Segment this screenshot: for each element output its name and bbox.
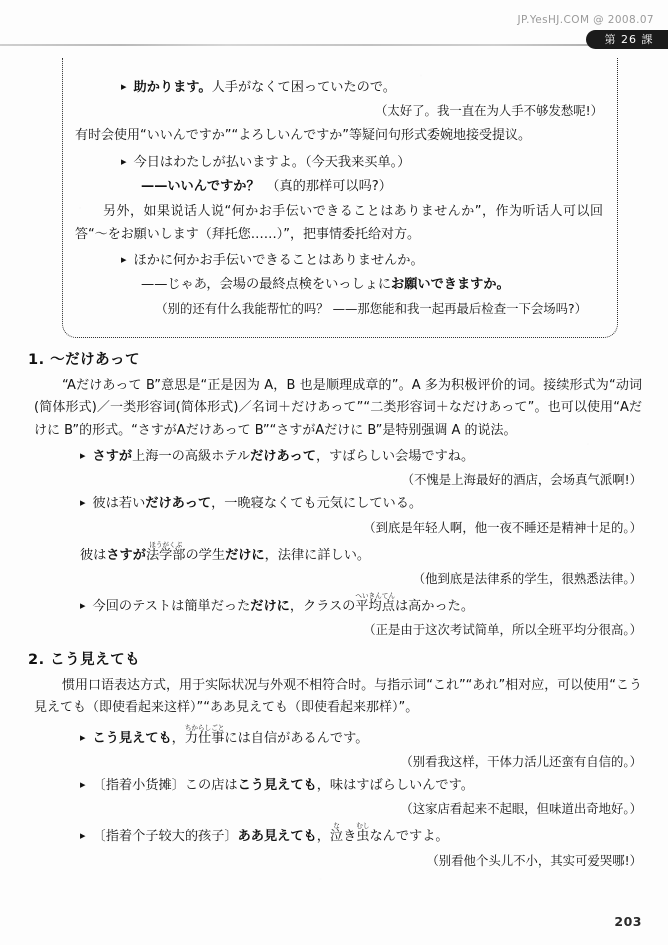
example-line [34,775,642,796]
bullet-triangle-icon [80,599,93,614]
translation-line: （别看我这样，干体力活儿还蛮有自信的。） [400,754,642,770]
example-text: ，すばらしい会場ですね。 [315,449,475,465]
example-text: ，クラスの [289,598,356,614]
example-dialogue-box [62,58,618,338]
example-text: 彼は [80,547,107,563]
response-bold: ——いいんですか？ [141,178,260,194]
translation-line: （正是由于这次考试简单，所以全班平均分很高。） [363,622,642,638]
bullet-triangle-icon [121,155,134,170]
example-bold: こう見えても [92,730,172,746]
translation-line: （这家店看起来不起眼，但味道出奇地好。） [400,801,642,817]
ruby-annotation: 泣な [329,822,344,845]
translation-line: （太好了。我一直在为人手不够发愁呢!） [375,103,603,119]
section-body [28,375,642,640]
section-title: ～だけあって [50,352,141,368]
section-body [28,675,642,870]
example-line [75,77,603,98]
example-bold: だけに [225,547,265,563]
example-response-line [75,274,603,295]
example-response-line [75,176,603,197]
section-heading [28,348,642,369]
bullet-triangle-icon [80,731,93,746]
example-context: 〔指着个子较大的孩子〕 [92,829,238,845]
example-line-rest: 人手がなくて困っていたので。 [211,80,396,95]
ruby-annotation: 平均点へいきんてん [355,591,395,614]
example-text: ，一晩寝なくても元気にしている。 [211,496,423,512]
translation-line: （到底是年轻人啊，他一夜不睡还是精神十足的。） [363,519,642,535]
example-text: ，味はすばらしいんです。 [316,777,474,793]
example-text: 上海一の高級ホテル [132,449,251,465]
section-heading [28,648,642,669]
example-line [75,250,603,271]
section-number: 2. [28,652,45,668]
example-context: 〔指着小货摊〕 [92,777,185,793]
explanation-paragraph: 另外，如果说话人说“何かお手伝いできることはありませんか”，作为听话人可以回答“～をお願いします（拜托您……）”，把事情委托给对方。 [75,204,603,242]
example-line [34,541,642,566]
example-text: き [343,829,357,845]
ruby-annotation: 力仕事ちからしごと [184,723,225,746]
example-line-text: ほかに何かお手伝いできることはありませんか。 [133,253,424,269]
example-text: は高かった。 [394,598,475,614]
bullet-triangle-icon [121,80,134,95]
response-translation: （真的那样可以吗?） [259,178,392,194]
example-bold: さすが [92,449,133,465]
site-watermark: JP.YesHJ.COM @ 2008.07 [517,14,654,26]
section-explanation: 惯用口语表达方式，用于实际状况与外观不相符合时。与指示词“これ”“あれ”相对应，可以使用“こう見えても（即使看起来这样）”“ああ見えても（即使看起来那样）”。 [34,678,642,716]
section-explanation: “Aだけあって B”意思是“正是因为 A，B 也是顺理成章的”。A 多为积极评价的词。接续形式为“动词(简体形式)／一类形容词(简体形式)／名词＋だけあって”“二类形容词＋なだけあって”。也可以使用“Aだけに B”的形式。“さすがAだけあって B”“さすがAだけに B”是特别强调 A 的说法。 [34,378,642,438]
bullet-triangle-icon [80,778,93,793]
example-text: ，法律に詳しい。 [264,547,371,563]
example-bold: さすが [106,547,146,563]
example-line [34,446,642,467]
section-title: こう見えても [50,652,141,668]
example-text: の学生 [185,547,226,563]
example-text: ， [316,829,330,845]
response-bold: お願いできますか。 [391,277,510,293]
example-text: 今回のテストは簡単だった [92,598,251,614]
example-line [75,152,603,173]
grammar-section-2 [28,648,642,872]
bullet-triangle-icon [80,449,93,464]
example-bold: ああ見えても [237,829,317,845]
translation-line: （他到底是法律系的学生，很熟悉法律。） [412,570,642,586]
translation-line: （别看他个头儿不小，其实可爱哭哪!） [426,852,642,868]
example-line [34,724,642,749]
example-text: なんですよ。 [369,829,449,845]
bullet-triangle-icon [121,253,134,268]
example-line-text: 今日はわたしが払いますよ。（今天我来买单。） [133,154,411,170]
bullet-triangle-icon [80,496,93,511]
example-bold: だけあって [145,496,212,512]
translation-line: （不愧是上海最好的酒店，会场真气派啊!） [401,472,642,488]
page-number: 203 [614,914,642,929]
example-line [34,493,642,514]
header-rule [0,44,668,46]
example-bold: だけあって [250,449,316,465]
example-bold: だけに [250,598,290,614]
explanation-paragraph: 有时会使用“いいんですか”“よろしいんですか”等疑问句形式委婉地接受提议。 [75,128,531,144]
example-bold: こう見えても [237,777,317,793]
bullet-triangle-icon [80,829,93,844]
chapter-tab: 第 26 課 [586,30,668,49]
translation-line: （别的还有什么我能帮忙的吗？ ——那您能和我一起再最后检查一下会场吗?） [155,300,587,316]
response-text: ——じゃあ，会場の最終点検をいっしょに [141,277,392,293]
example-text: 彼は若い [92,496,146,512]
example-text: ， [171,730,185,746]
example-text: この店は [184,777,238,793]
grammar-section-1 [28,348,642,642]
example-line-bold: 助かります。 [133,80,212,95]
example-text: には自信があるんです。 [224,730,369,746]
section-number: 1. [28,352,45,368]
example-line [34,822,642,847]
ruby-annotation: 虫むし [356,822,370,845]
ruby-annotation: 法学部ほうがくぶ [145,540,186,563]
example-line [34,592,642,617]
